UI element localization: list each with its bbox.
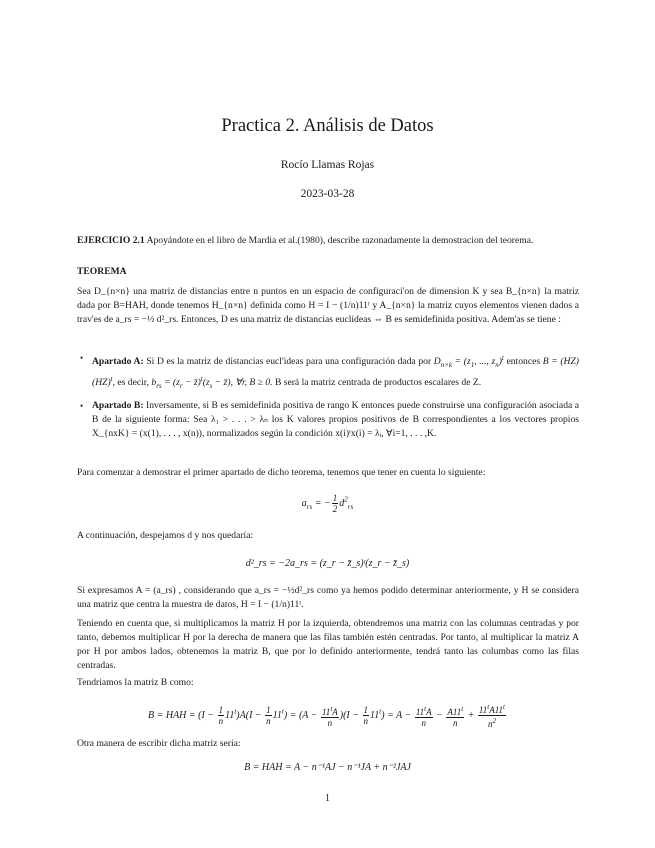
paragraph-expresamos-a: Si expresamos A = (a_rs) , considerando que a_rs = −½d²_rs como ya hemos podido determinar anteriormente, <box>77 585 511 596</box>
exercise-text: Apoyándote en el libro de Mardia et al.(1980), describe razonadamente la demostracion del teorema. <box>146 235 534 246</box>
exercise-label: EJERCICIO 2.1 <box>77 235 145 246</box>
document-date: 2023-03-28 <box>300 188 355 200</box>
equation-3: B = HAH = (I − $\frac{1}{n}$ $11^t)A(I$ − $\frac{1}{n}$ $11^t) = (A$ − $\frac{11^tA}{n}$ )(I − $\frac{1}{n}$ $11^t) = A$ − $\frac{11^tA}{n}$ − $\frac{A11^t}{n}$ + $\frac{11^tA11^t}{n^2}$ <box>148 703 505 729</box>
apartado-a-label: Apartado A: <box>92 356 144 368</box>
apartado-b-label: Apartado B: <box>92 400 144 411</box>
equation-2: d²_rs = −2a_rs = (z_r − z̄_s)ᵗ(z_r − z̄_s) <box>245 558 410 569</box>
bullet-icon: • <box>80 401 84 411</box>
equation-4: B = HAH = A − n⁻¹AJ − n⁻¹JA + n⁻²JAJ <box>244 762 411 773</box>
document-title: Practica 2. Análisis de Datos <box>221 116 434 136</box>
theorem-text: Sea D_{n×n} una matriz de distancias entre n puntos en un espacio de configuraci'on de dimension K y sea B_{n×n} la matriz dada por B=HAH, donde tenemos H_{n×n} definida como H = I − (1/n)11ᵗ y A_{n×n} la matriz cuyos elementos vienen dados a trav'es de a_rs = −½ d²_rs. Entonces, D es una matriz de distancias euclídeas ⇔ B es semidefinida positiva. Adem'as se tiene : <box>77 286 579 326</box>
theorem-paragraph <box>77 285 579 327</box>
apartado-a-line-3: centrada de productos escalares de Z. <box>337 377 482 389</box>
apartado-b-line-1: Inversamente, si B es semidefinida positiva de rango K entonces puede construirse una <box>146 400 481 411</box>
paragraph-intro: Para comenzar a demostrar el primer apartado de dicho teorema, tenemos que tener en cuenta lo siguiente: <box>77 467 486 478</box>
paragraph-matriz-b: Tendriamos la matriz B como: <box>77 677 194 688</box>
equation-1: $a_{rs}$ = − $\frac{1}{2}$ $d^2_{rs}$ <box>301 493 354 514</box>
apartado-a-line-2b: , es decir, <box>112 377 149 389</box>
paragraph-centrado: Teniendo en cuenta que, si multiplicamos la matriz H por la izquierda, obtendremos una matriz con las columnas centradas y por tanto, debemos multiplicar H por la derecha de manera que las filas también estén centradas. Por tanto, al multiplicar la matriz A por H por ambos lados, obtenemos la matriz B, que por lo definido anteriormente, tendrá tanto las columbas como las filas centradas. <box>77 618 579 672</box>
paragraph-expresamos <box>77 584 579 612</box>
apartado-a-line-2c: B será la matriz <box>274 377 336 389</box>
apartado-b-line-3: B correspondientes a los vectores propios X_{nxK} = (x(1), . . . , x(n)), normalizados según la condición <box>92 414 580 440</box>
page-number: 1 <box>325 793 330 804</box>
apartado-a-line-1: Si D es la matriz de distancias eucl'ideas para una configuración dada por <box>146 356 432 368</box>
exercise-paragraph <box>77 234 579 248</box>
paragraph-expresamos-b: y H se considera una matriz que centra la muestra de datos, H = I − (1/n)11ᵗ. <box>77 585 580 611</box>
apartado-a-item: • Apartado A: Si D es la matriz de distancias eucl'ideas para una configuración dada por $D_{n\times k} = (z_1$, ..., $z_n)^t$ entonces B = (HZ)(HZ)$^t$, es decir, $b_{rs} = (z_r$ − $z̄)^t(z_s$ − z̄), ∀r, B ≥ 0. B será la matriz centrada de productos escalares de Z. <box>80 353 579 391</box>
apartado-b-line-2: configuración asociada a B de la siguiente forma: Sea λ₁ > . . . > λₙ los K valores propios positivos de <box>92 400 579 426</box>
apartado-b-item <box>80 399 580 441</box>
theorem-heading: TEOREMA <box>77 266 127 277</box>
paragraph-otra-manera: Otra manera de escribir dicha matriz sería: <box>77 738 241 749</box>
bullet-icon: • <box>80 353 84 363</box>
apartado-a-line-2a: entonces <box>506 356 541 368</box>
document-author: Rocío Llamas Rojas <box>280 159 375 171</box>
paragraph-despejamos: A continuación, despejamos d y nos quedaría: <box>77 530 254 541</box>
apartado-b-line-4: x(i)ᵗx(i) = λᵢ, ∀i=1, . . . ,K. <box>335 428 437 440</box>
